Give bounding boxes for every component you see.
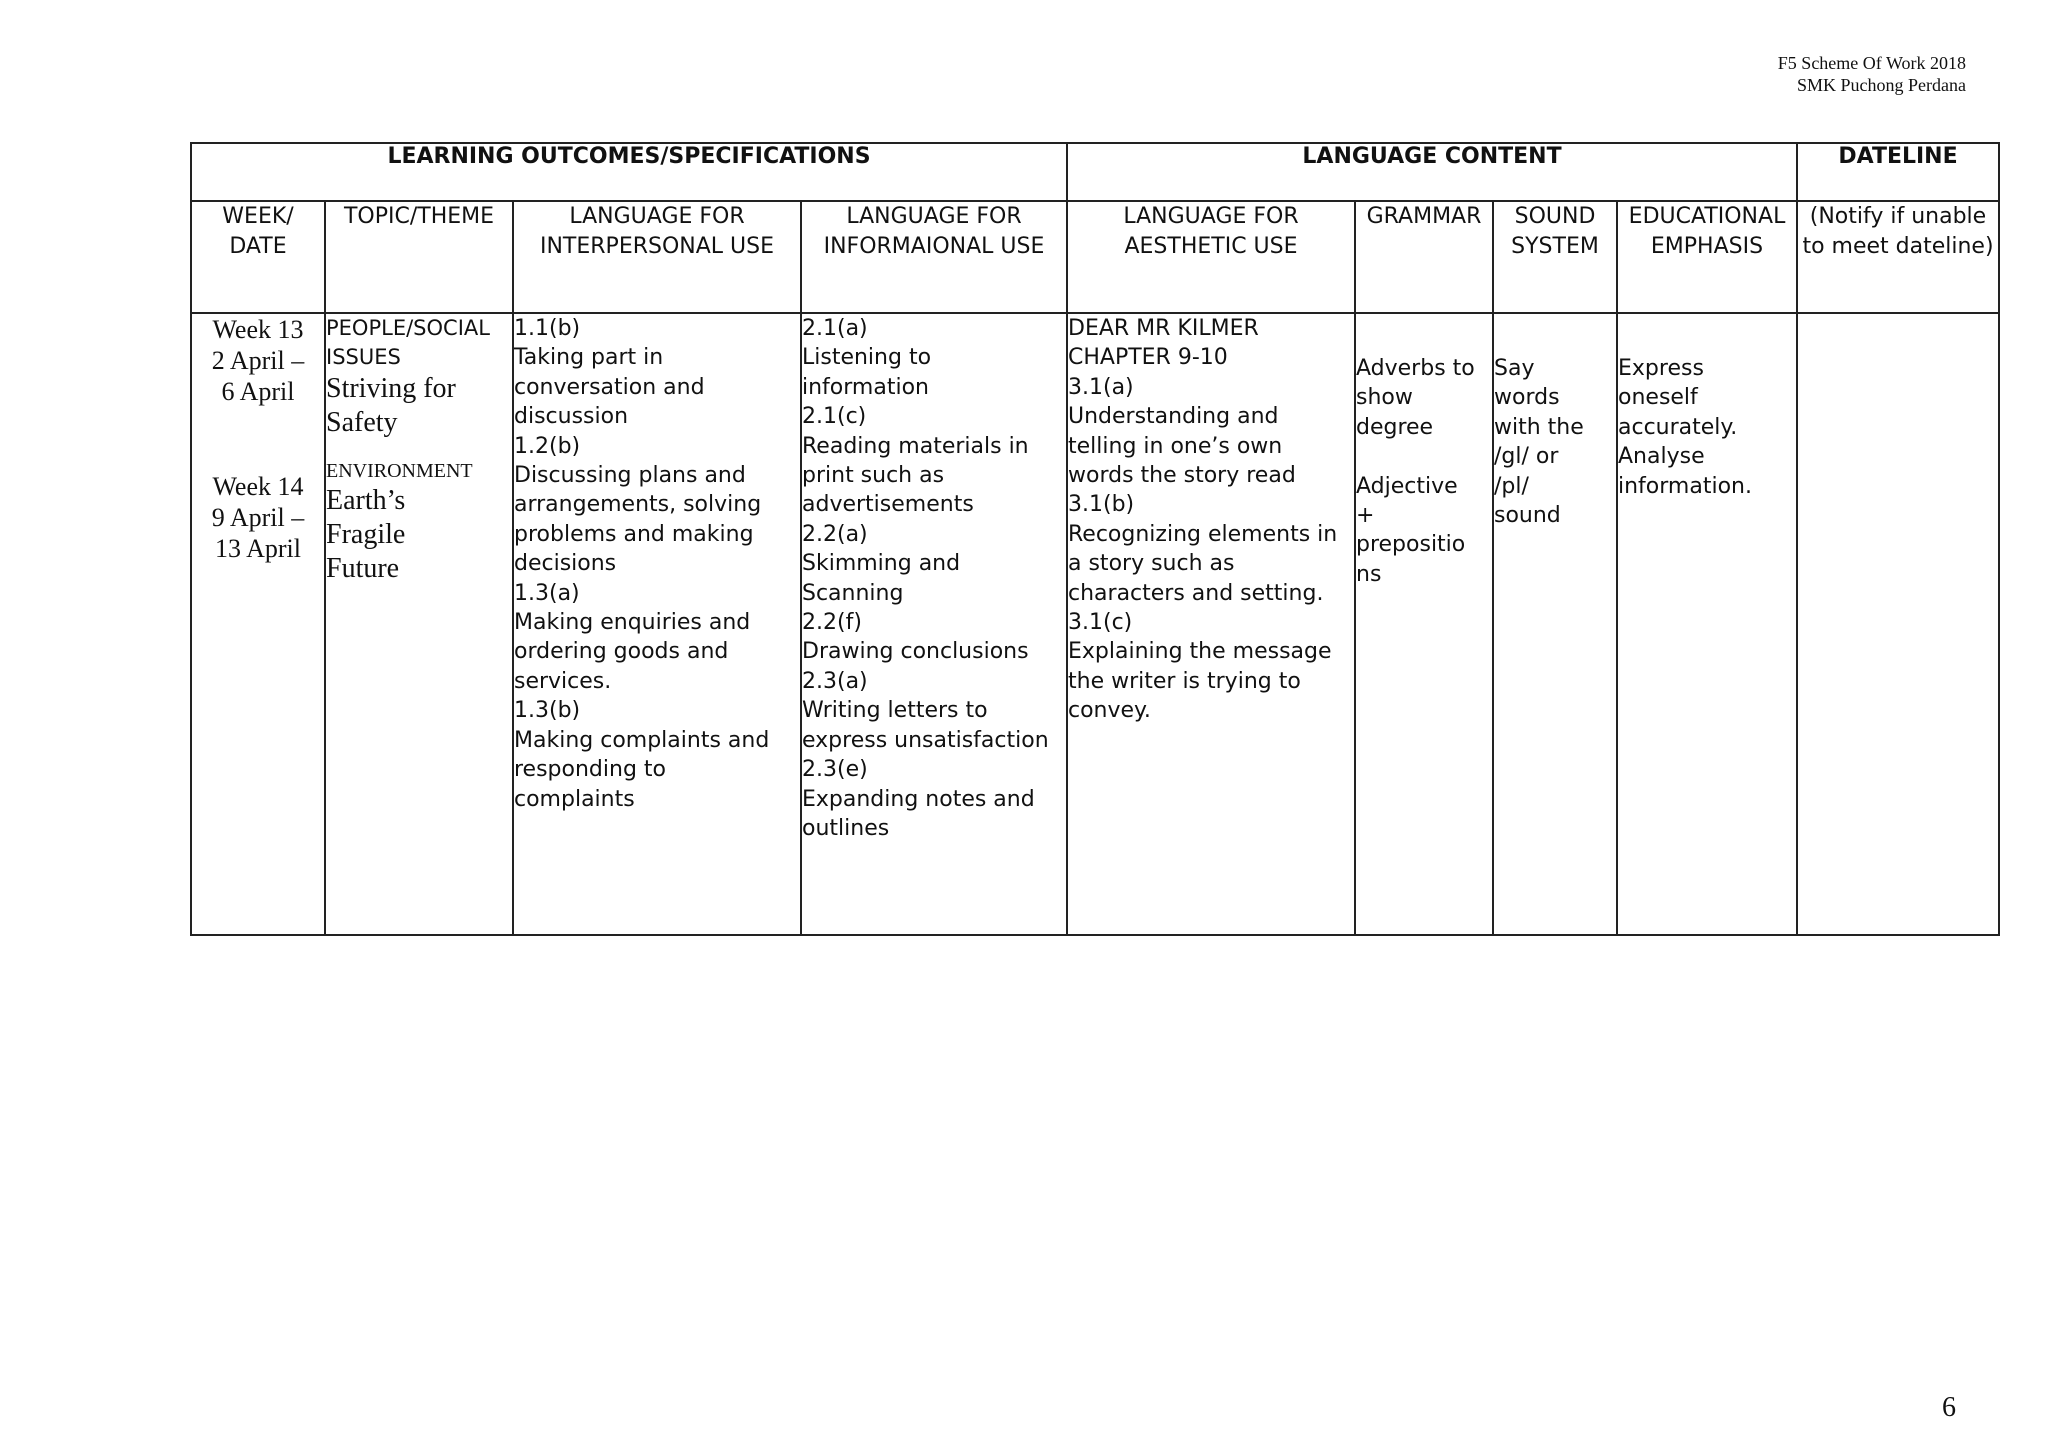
content-line: words [1494, 385, 1560, 411]
dateline-header: DATELINE [1797, 143, 1999, 201]
content-line: a story such as [1068, 551, 1235, 577]
week-date-cell [191, 313, 325, 935]
content-line: show [1356, 385, 1413, 411]
content-line: Analyse [1618, 444, 1705, 470]
content-line: sound [1494, 503, 1561, 529]
content-line: outlines [802, 815, 890, 841]
header-line: EDUCATIONAL [1628, 204, 1786, 229]
content-line: 2.1(a) [802, 316, 868, 341]
content-line: Understanding and [1068, 404, 1279, 430]
header-line: INFORMAIONAL USE [823, 234, 1045, 259]
content-line: arrangements, solving [514, 492, 762, 518]
header-line: EMPHASIS [1650, 234, 1764, 259]
header-line: WEEK/ [222, 204, 294, 229]
content-line: with the [1494, 414, 1584, 440]
header-line: SOUND [1514, 204, 1596, 229]
content-line: 2.1(c) [802, 404, 867, 430]
content-line: print such as [802, 463, 945, 489]
learning-outcomes-header: LEARNING OUTCOMES/SPECIFICATIONS [191, 143, 1067, 201]
document-header [1778, 52, 1966, 96]
content-line: advertisements [802, 492, 974, 518]
content-line: + [1356, 503, 1375, 529]
educational-emphasis-header [1617, 201, 1797, 313]
grammar-header [1355, 201, 1493, 313]
content-line: prepositio [1356, 532, 1466, 558]
content-line: Making enquiries and [514, 610, 751, 636]
scheme-of-work-table [190, 142, 2000, 936]
content-line: Making complaints and [514, 727, 770, 753]
content-line: information [802, 374, 929, 400]
content-line: DEAR MR KILMER [1068, 316, 1259, 341]
week-line: 13 April [215, 534, 301, 563]
grammar-cell [1355, 313, 1493, 935]
content-line: 1.3(b) [514, 698, 581, 724]
table-row [191, 313, 1999, 935]
topic-title: Earth’s Fragile Future [326, 485, 406, 584]
content-line: oneself [1618, 385, 1698, 411]
content-line: decisions [514, 551, 617, 577]
topic-title: Striving for Safety [326, 373, 456, 438]
content-line: Taking part in [514, 345, 664, 371]
informational-cell [801, 313, 1067, 935]
week-date-header [191, 201, 325, 313]
content-line: Express [1618, 356, 1704, 381]
content-line: Adjective [1356, 473, 1458, 499]
content-line: express unsatisfaction [802, 727, 1049, 753]
dateline-note-header [1797, 201, 1999, 313]
content-line: ordering goods and [514, 639, 729, 665]
content-line: conversation and [514, 374, 705, 400]
header-line: INTERPERSONAL USE [539, 234, 775, 259]
content-line: the writer is trying to [1068, 668, 1301, 694]
topic-theme-header [325, 201, 513, 313]
header-line: to meet dateline) [1802, 234, 1994, 259]
informational-header [801, 201, 1067, 313]
header-line: TOPIC/THEME [343, 204, 495, 229]
content-line: characters and setting. [1068, 580, 1324, 606]
week-line: Week 13 [212, 315, 304, 344]
content-line: 1.3(a) [514, 580, 580, 606]
week-13-block [196, 314, 320, 407]
topic-theme-label: ENVIRONMENT [326, 460, 473, 482]
header-line: GRAMMAR [1366, 204, 1482, 229]
content-line: Writing letters to [802, 698, 988, 724]
content-line: Skimming and [802, 551, 961, 577]
content-line: degree [1356, 414, 1434, 440]
dateline-cell [1797, 313, 1999, 935]
header-line: DATE [229, 234, 287, 259]
header-line: SYSTEM [1511, 234, 1599, 259]
content-line: Drawing conclusions [802, 639, 1029, 665]
content-line: Recognizing elements in [1068, 521, 1338, 547]
interpersonal-cell [513, 313, 801, 935]
content-line: responding to [514, 757, 666, 783]
content-line: complaints [514, 786, 635, 812]
content-line: ns [1356, 561, 1382, 587]
topic-theme-cell [325, 313, 513, 935]
content-line: Explaining the message [1068, 639, 1332, 665]
content-line: Adverbs to [1356, 356, 1475, 381]
content-line: /pl/ [1494, 473, 1529, 499]
content-line: words the story read [1068, 463, 1296, 489]
content-line: 3.1(b) [1068, 492, 1135, 518]
week-line: Week 14 [212, 472, 304, 501]
week-line: 2 April – [211, 346, 305, 375]
header-line: LANGUAGE FOR [569, 204, 745, 229]
content-line: 2.3(e) [802, 757, 868, 783]
aesthetic-header [1067, 201, 1355, 313]
educational-emphasis-cell [1617, 313, 1797, 935]
page-number: 6 [1942, 1392, 1956, 1423]
week-line: 9 April – [211, 503, 305, 532]
sound-system-cell [1493, 313, 1617, 935]
content-line [1356, 442, 1492, 471]
content-line: Listening to [802, 345, 932, 371]
content-line: convey. [1068, 698, 1151, 724]
content-line: information. [1618, 473, 1752, 499]
content-line: 2.2(a) [802, 521, 868, 547]
group-header-row [191, 143, 1999, 201]
content-line: Discussing plans and [514, 463, 746, 489]
week-14-block [196, 471, 320, 564]
content-line: problems and making [514, 521, 754, 547]
content-line: services. [514, 668, 612, 694]
content-line: /gl/ or [1494, 444, 1559, 470]
week-line: 6 April [221, 377, 295, 406]
content-line: Say [1494, 356, 1535, 381]
header-title: F5 Scheme Of Work 2018 [1777, 53, 1966, 73]
content-line: Expanding notes and [802, 786, 1035, 812]
content-line: 3.1(a) [1068, 374, 1134, 400]
sound-system-header [1493, 201, 1617, 313]
content-line: Reading materials in [802, 433, 1029, 459]
content-line: telling in one’s own [1068, 433, 1283, 459]
content-line: accurately. [1618, 414, 1738, 440]
content-line: discussion [514, 404, 629, 430]
content-line: 2.2(f) [802, 610, 862, 636]
header-line: LANGUAGE FOR [846, 204, 1022, 229]
content-line: 1.2(b) [514, 433, 581, 459]
header-school: SMK Puchong Perdana [1797, 75, 1966, 95]
content-line: 1.1(b) [514, 316, 581, 341]
header-line: LANGUAGE FOR [1123, 204, 1299, 229]
content-line: CHAPTER 9-10 [1068, 345, 1228, 371]
content-line: 2.3(a) [802, 668, 868, 694]
header-line: AESTHETIC USE [1124, 234, 1298, 259]
content-line: 3.1(c) [1068, 610, 1133, 636]
topic-theme-label: PEOPLE/SOCIAL ISSUES [326, 316, 490, 369]
content-line: Scanning [802, 580, 904, 606]
aesthetic-cell [1067, 313, 1355, 935]
interpersonal-header [513, 201, 801, 313]
language-content-header: LANGUAGE CONTENT [1067, 143, 1797, 201]
header-line: (Notify if unable [1809, 204, 1987, 229]
column-header-row [191, 201, 1999, 313]
